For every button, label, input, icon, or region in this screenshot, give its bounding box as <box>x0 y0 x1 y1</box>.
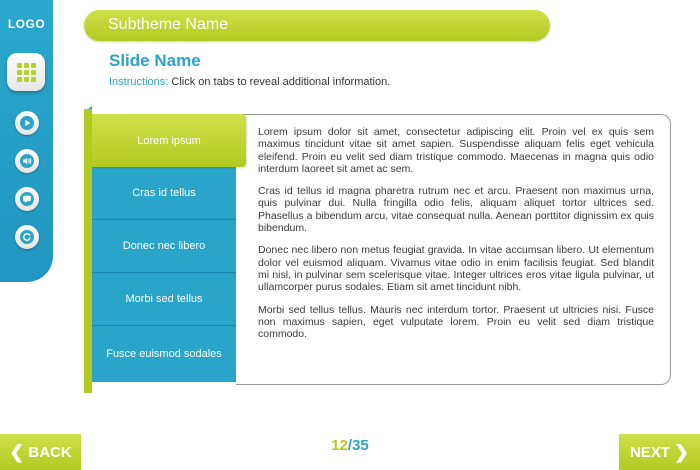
next-label: NEXT <box>629 443 670 461</box>
next-button[interactable] <box>619 434 700 470</box>
menu-button[interactable] <box>7 53 45 91</box>
instructions-text: Click on tabs to reveal additional information. <box>168 76 391 88</box>
tab-morbi-sed-tellus[interactable]: Morbi sed tellus <box>92 273 236 326</box>
chat-button[interactable] <box>15 187 39 211</box>
replay-icon <box>19 229 35 245</box>
tab-donec-nec-libero[interactable]: Donec nec libero <box>92 220 236 273</box>
tab-cras-id-tellus[interactable]: Cras id tellus <box>92 167 236 220</box>
page-total: 35 <box>352 437 369 454</box>
sidebar <box>0 0 53 282</box>
logo: LOGO <box>7 17 46 31</box>
tab-lorem-ipsum[interactable]: Lorem ipsum <box>92 114 246 167</box>
menu-grid-icon <box>17 63 36 82</box>
subtheme-title: Subtheme Name <box>108 16 229 33</box>
tab-content-panel <box>236 114 671 385</box>
content-paragraph-2: Cras id tellus id magna pharetra rutrum nec et arcu. Praesent non maximus urna, quis pulvinar dui. Nulla fringilla odio felis, aliquam aliquet tortor ultrices sed. Phasellus a bibendum arcu, vitae consequat nulla. Aenean porttitor dignissim ex quis bibendum. <box>258 185 654 235</box>
volume-icon <box>19 153 35 169</box>
subtheme-banner <box>84 10 550 41</box>
back-label: BACK <box>28 443 72 461</box>
tab-fusce-euismod-sodales[interactable]: Fusce euismod sodales <box>92 326 236 382</box>
page-separator: / <box>347 437 353 454</box>
volume-button[interactable] <box>15 149 39 173</box>
chat-icon <box>19 191 35 207</box>
play-button[interactable] <box>15 111 39 135</box>
page-counter <box>0 437 700 454</box>
instructions-label: Instructions: <box>109 76 169 88</box>
content-paragraph-3: Donec nec libero non metus feugiat gravida. In vitae accumsan libero. Ut elementum dolor vel euismod aliquam. Vivamus vitae odio in enim facilisis feugiat. Sed blandit mi nisl, in pulvinar sem scelerisque vitae. Integer ultrices eros vitae ligula pulvinar, ut ullamcorper purus sodales. Etiam sit amet tincidunt nibh. <box>258 244 654 294</box>
replay-button[interactable] <box>15 225 39 249</box>
play-icon <box>19 115 35 131</box>
content-paragraph-4: Morbi sed tellus tellus. Mauris nec interdum tortor. Praesent ut ultricies nisi. Fusce non maximus sapien, eget vulputate lorem. Proin eu velit sed diam tristique commodo. <box>258 303 654 341</box>
content-paragraph-1: Lorem ipsum dolor sit amet, consectetur adipiscing elit. Proin vel ex quis sem maximus tincidunt vitae sit amet sapien. Suspendisse aliquam felis eget vehicula eleifend. Proin eu velit sed diam tristique commodo. Maecenas in magna quis odio interdum laoreet sit amet ac sem. <box>258 126 654 175</box>
slide-title: Slide Name <box>109 51 201 70</box>
chevron-right-icon: ❯ <box>673 442 690 462</box>
page-current: 12 <box>331 437 348 454</box>
instructions <box>109 76 390 88</box>
chevron-left-icon: ❮ <box>9 442 25 462</box>
tabs-accent-strip <box>84 109 92 393</box>
tab-list <box>92 114 236 382</box>
